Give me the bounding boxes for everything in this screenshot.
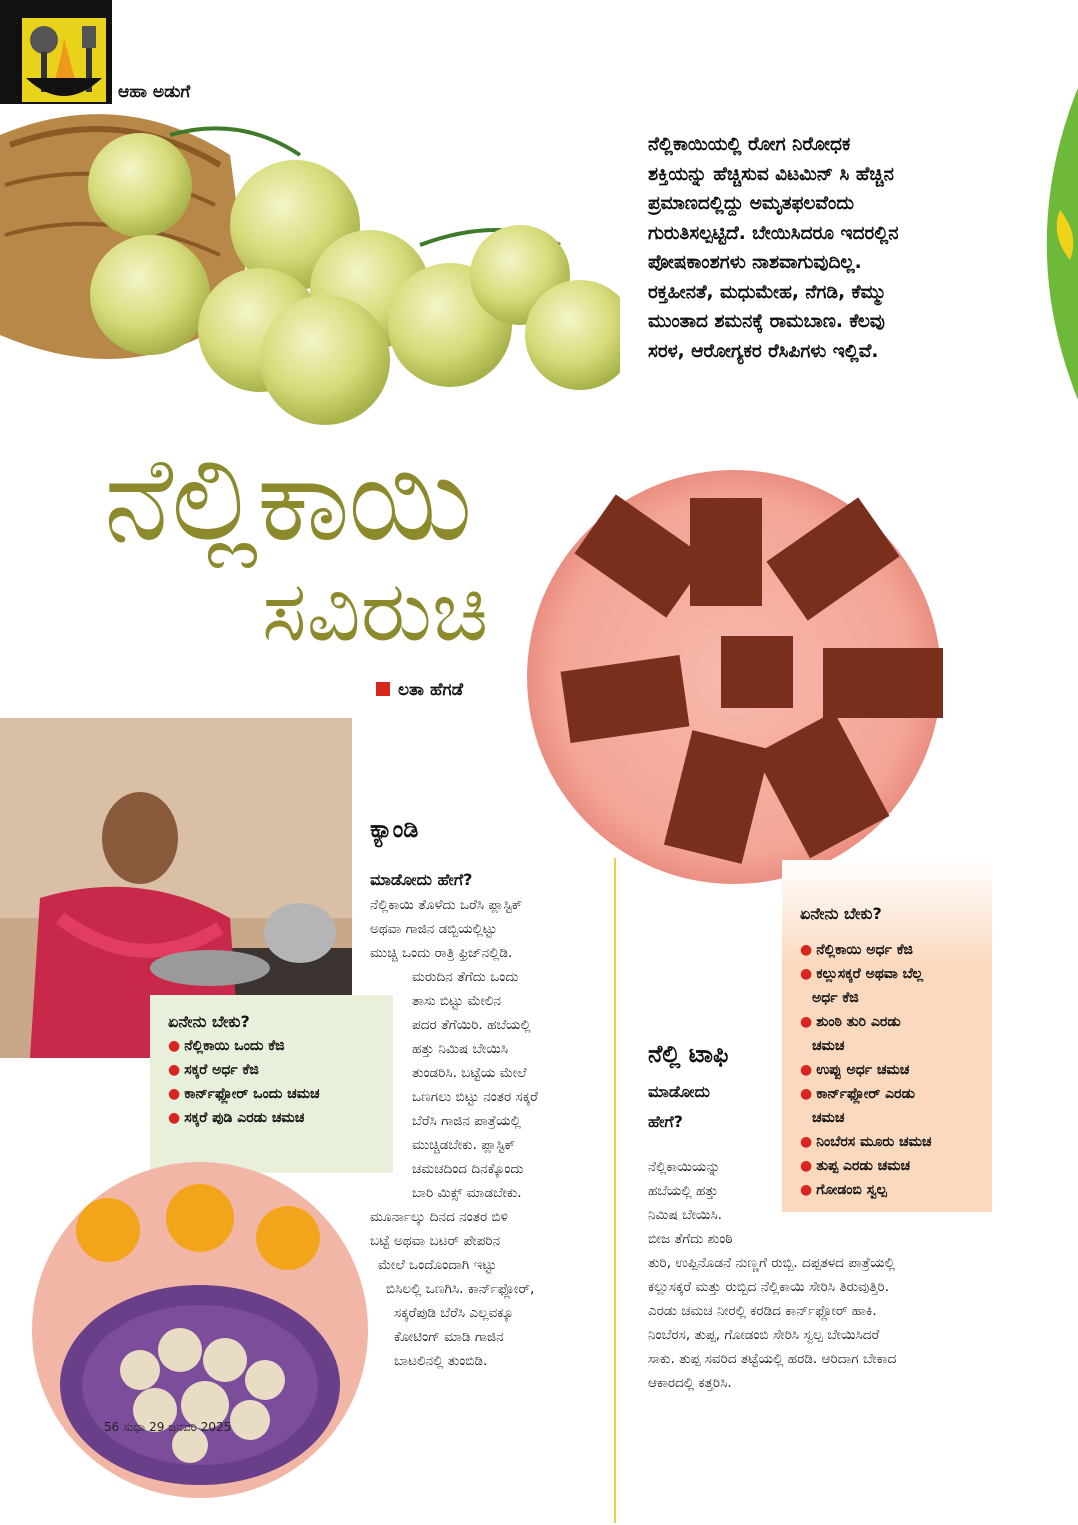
column-divider bbox=[614, 858, 616, 1523]
candy-method-heading: ಮಾಡೋದು ಹೇಗೆ? bbox=[370, 870, 473, 889]
candy-method-line: ಬಾರಿ ಮಿಕ್ಸ್ ಮಾಡಬೇಕು. bbox=[412, 1185, 522, 1201]
toffee-method-line: ಸಾಕು. ತುಪ್ಪ ಸವರಿದ ತಟ್ಟೆಯಲ್ಲಿ ಹರಡಿ. ಆರಿದಾಗ ಬೇಕಾದ bbox=[648, 1351, 897, 1367]
candy-method-line: ಹತ್ತು ನಿಮಿಷ ಬೇಯಿಸಿ bbox=[412, 1041, 509, 1057]
bullet-icon: ● bbox=[168, 1062, 181, 1078]
toffee-ingredient-item: ● ಉಪ್ಪು ಅರ್ಧ ಚಮಚ bbox=[800, 1062, 910, 1078]
candy-ingredient-item: ● ಕಾರ್ನ್‌ಫ್ಲೋರ್ ಒಂದು ಚಮಚ bbox=[168, 1086, 320, 1102]
section-label: ಆಹಾ ಅಡುಗೆ bbox=[118, 82, 191, 102]
intro-line: ನೆಲ್ಲಿಕಾಯಿಯಲ್ಲಿ ರೋಗ ನಿರೋಧಕ bbox=[648, 134, 851, 155]
bullet-icon: ● bbox=[800, 1134, 813, 1150]
candy-method-line: ತುಂಡರಿಸಿ. ಬಟ್ಟೆಯ ಮೇಲೆ bbox=[412, 1065, 527, 1081]
intro-line: ಗುರುತಿಸಲ್ಪಟ್ಟಿದೆ. ಬೇಯಿಸಿದರೂ ಇದರಲ್ಲಿನ bbox=[648, 222, 899, 244]
candy-method-line: ಬಿಸಿಲಲ್ಲಿ ಒಣಗಿಸಿ. ಕಾರ್ನ್‌ಫ್ಲೋರ್, bbox=[386, 1281, 535, 1297]
bullet-icon: ● bbox=[800, 966, 813, 982]
candy-dish-photo bbox=[30, 1160, 370, 1500]
candy-ingredients-title: ಏನೇನು ಬೇಕು? bbox=[168, 1012, 250, 1031]
toffee-method-line: ನಿಂಬೆರಸ, ತುಪ್ಪ, ಗೋಡಂಬಿ ಸೇರಿಸಿ ಸ್ವಲ್ಪ ಬೇಯಿಸಿದರೆ bbox=[648, 1327, 880, 1343]
candy-method-line: ಅಥವಾ ಗಾಜಿನ ಡಬ್ಬಿಯಲ್ಲಿಟ್ಟು bbox=[370, 921, 498, 937]
toffee-ingredient-item: ● ಕಲ್ಲುಸಕ್ಕರೆ ಅಥವಾ ಬೆಲ್ಲ bbox=[800, 966, 924, 982]
toffee-method-line: ತುರಿ, ಉಪ್ಪಿನೊಡನೆ ನುಣ್ಣಗೆ ರುಬ್ಬಿ. ದಪ್ಪತಳದ ಪಾತ್ರೆಯಲ್ಲಿ bbox=[648, 1255, 895, 1271]
toffee-ingredient-item-cont: ಚಮಚ bbox=[812, 1110, 845, 1126]
candy-method-line: ಕೋಟಿಂಗ್ ಮಾಡಿ ಗಾಜಿನ bbox=[394, 1329, 504, 1345]
toffee-method-heading: ಮಾಡೋದು bbox=[648, 1082, 710, 1101]
candy-method-line: ಚಮಚದಿಂದ ದಿನಕ್ಕೊಂದು bbox=[412, 1161, 524, 1177]
toffee-ingredient-item: ● ನಿಂಬೆರಸ ಮೂರು ಚಮಚ bbox=[800, 1134, 932, 1150]
author-name: ಲತಾ ಹೆಗಡೆ bbox=[398, 680, 464, 700]
candy-method-line: ತಾಸು ಬಿಟ್ಟು ಮೇಲಿನ bbox=[412, 993, 502, 1009]
article-title: ನೆಲ್ಲಿಕಾಯಿ bbox=[104, 432, 471, 567]
toffee-method-line: ಆಕಾರದಲ್ಲಿ ಕತ್ತರಿಸಿ. bbox=[648, 1375, 732, 1391]
toffee-method-heading: ಹೇಗೆ? bbox=[648, 1112, 683, 1131]
candy-method-line: ಸಕ್ಕರೆಪುಡಿ ಬೆರೆಸಿ ಎಲ್ಲವಕ್ಕೂ bbox=[394, 1305, 514, 1321]
banana-leaf-decoration bbox=[1010, 60, 1078, 400]
candy-method-line: ಮುಚ್ಚಿಡಬೇಕು. ಪ್ಲಾಸ್ಟಿಕ್ bbox=[412, 1137, 516, 1153]
toffee-recipe-title: ನೆಲ್ಲಿ ಟಾಫಿ bbox=[648, 1040, 729, 1068]
toffee-method-line: ನೆಲ್ಲಿಕಾಯಿಯನ್ನು bbox=[648, 1159, 721, 1175]
amla-basket-photo bbox=[0, 95, 620, 440]
toffee-ingredient-item-cont: ಅರ್ಧ ಕೆಜಿ bbox=[812, 990, 859, 1006]
intro-line: ರಕ್ತಹೀನತೆ, ಮಧುಮೇಹ, ನೆಗಡಿ, ಕೆಮ್ಮು bbox=[648, 281, 887, 303]
toffee-ingredients-title: ಏನೇನು ಬೇಕು? bbox=[800, 904, 882, 923]
candy-method-line: ಬಟ್ಟೆ ಅಥವಾ ಬಟರ್ ಪೇಪರಿನ bbox=[370, 1233, 501, 1249]
candy-method-line: ಮೇಲೆ ಒಂದೊಂದಾಗಿ ಇಟ್ಟು bbox=[378, 1257, 497, 1273]
bullet-icon: ● bbox=[168, 1086, 181, 1102]
bullet-icon: ● bbox=[800, 942, 813, 958]
toffee-ingredient-item-cont: ಚಮಚ bbox=[812, 1038, 845, 1054]
toffee-method-line: ನಿಮಿಷ ಬೇಯಿಸಿ. bbox=[648, 1207, 723, 1223]
candy-method-line: ಬಾಟಲಿನಲ್ಲಿ ತುಂಬಿಡಿ. bbox=[394, 1353, 488, 1369]
toffee-method-line: ಕಲ್ಲುಸಕ್ಕರೆ ಮತ್ತು ರುಬ್ಬಿದ ನೆಲ್ಲಿಕಾಯಿ ಸೇರಿಸಿ ತಿರುವುತ್ತಿರಿ. bbox=[648, 1279, 890, 1295]
bullet-icon: ● bbox=[800, 1086, 813, 1102]
toffee-ingredient-item: ● ಕಾರ್ನ್‌ಫ್ಲೋರ್ ಎರಡು bbox=[800, 1086, 915, 1102]
page-footer: 56 ಸುಧಾ 29 ಜನವರಿ 2025 bbox=[104, 1420, 232, 1434]
bullet-icon: ● bbox=[800, 1014, 813, 1030]
bullet-icon: ● bbox=[168, 1038, 181, 1054]
candy-method-line: ನೆಲ್ಲಿಕಾಯಿ ತೊಳೆದು ಒರೆಸಿ ಪ್ಲಾಸ್ಟಿಕ್ bbox=[370, 897, 523, 913]
article-subtitle: ಸವಿರುಚಿ bbox=[262, 562, 489, 660]
bullet-icon: ● bbox=[800, 1158, 813, 1174]
toffee-ingredient-item: ● ತುಪ್ಪ ಎರಡು ಚಮಚ bbox=[800, 1158, 911, 1174]
intro-line: ಸರಳ, ಆರೋಗ್ಯಕರ ರೆಸಿಪಿಗಳು ಇಲ್ಲಿವೆ. bbox=[648, 340, 879, 362]
toffee-ingredient-item: ● ಶುಂಠಿ ತುರಿ ಎರಡು bbox=[800, 1014, 901, 1030]
bullet-icon: ● bbox=[168, 1110, 181, 1126]
candy-method-line: ಮುಚ್ಚಿ ಒಂದು ರಾತ್ರಿ ಫ್ರಿಜ್‌ನಲ್ಲಿಡಿ. bbox=[370, 945, 513, 961]
intro-line: ಶಕ್ತಿಯನ್ನು ಹೆಚ್ಚಿಸುವ ವಿಟಮಿನ್ ಸಿ ಹೆಚ್ಚಿನ bbox=[648, 163, 894, 185]
byline-marker-icon bbox=[376, 682, 390, 696]
bullet-icon: ● bbox=[800, 1182, 813, 1198]
intro-line: ಪ್ರಮಾಣದಲ್ಲಿದ್ದು ಅಮೃತಫಲವೆಂದು bbox=[648, 193, 855, 214]
candy-method-line: ಮರುದಿನ ತೆಗೆದು ಒಂದು bbox=[412, 969, 519, 985]
kitchen-utensils-icon bbox=[22, 18, 106, 102]
toffee-ingredient-item: ● ಗೋಡಂಬಿ ಸ್ವಲ್ಪ bbox=[800, 1182, 887, 1198]
candy-method-line: ಒಣಗಲು ಬಿಟ್ಟು ನಂತರ ಸಕ್ಕರೆ bbox=[412, 1089, 538, 1105]
candy-ingredient-item: ● ಸಕ್ಕರೆ ಅರ್ಧ ಕೆಜಿ bbox=[168, 1062, 259, 1078]
intro-paragraph bbox=[648, 130, 988, 366]
candy-method-line: ಮೂರ್ನಾಲ್ಕು ದಿನದ ನಂತರ ಬಿಳಿ bbox=[370, 1209, 509, 1225]
candy-ingredient-item: ● ನೆಲ್ಲಿಕಾಯಿ ಒಂದು ಕೆಜಿ bbox=[168, 1038, 285, 1054]
intro-line: ಮುಂತಾದ ಶಮನಕ್ಕೆ ರಾಮಬಾಣ. ಕೆಲವು bbox=[648, 311, 885, 332]
author-byline bbox=[376, 680, 463, 700]
toffee-method-line: ಬೀಜ ತೆಗೆದು ಶುಂಠಿ bbox=[648, 1231, 733, 1247]
toffee-plate-photo bbox=[525, 468, 943, 886]
toffee-ingredient-item: ● ನೆಲ್ಲಿಕಾಯಿ ಅರ್ಧ ಕೆಜಿ bbox=[800, 942, 913, 958]
toffee-method-line: ಹಬೆಯಲ್ಲಿ ಹತ್ತು bbox=[648, 1183, 719, 1199]
candy-method-line: ಬೆರೆಸಿ ಗಾಜಿನ ಪಾತ್ರೆಯಲ್ಲಿ bbox=[412, 1113, 521, 1129]
bullet-icon: ● bbox=[800, 1062, 813, 1078]
candy-ingredient-item: ● ಸಕ್ಕರೆ ಪುಡಿ ಎರಡು ಚಮಚ bbox=[168, 1110, 305, 1126]
toffee-method-line: ಎರಡು ಚಮಚ ನೀರಲ್ಲಿ ಕರಡಿದ ಕಾರ್ನ್‌ಫ್ಲೋರ್ ಹಾಕಿ. bbox=[648, 1303, 877, 1319]
intro-line: ಪೋಷಕಾಂಶಗಳು ನಾಶವಾಗುವುದಿಲ್ಲ. bbox=[648, 252, 862, 273]
candy-recipe-title: ಕ್ಯಾಂಡಿ bbox=[370, 815, 419, 843]
candy-method-line: ಪದರ ತೆಗೆಯಿರಿ. ಹಬೆಯಲ್ಲಿ bbox=[412, 1017, 531, 1033]
